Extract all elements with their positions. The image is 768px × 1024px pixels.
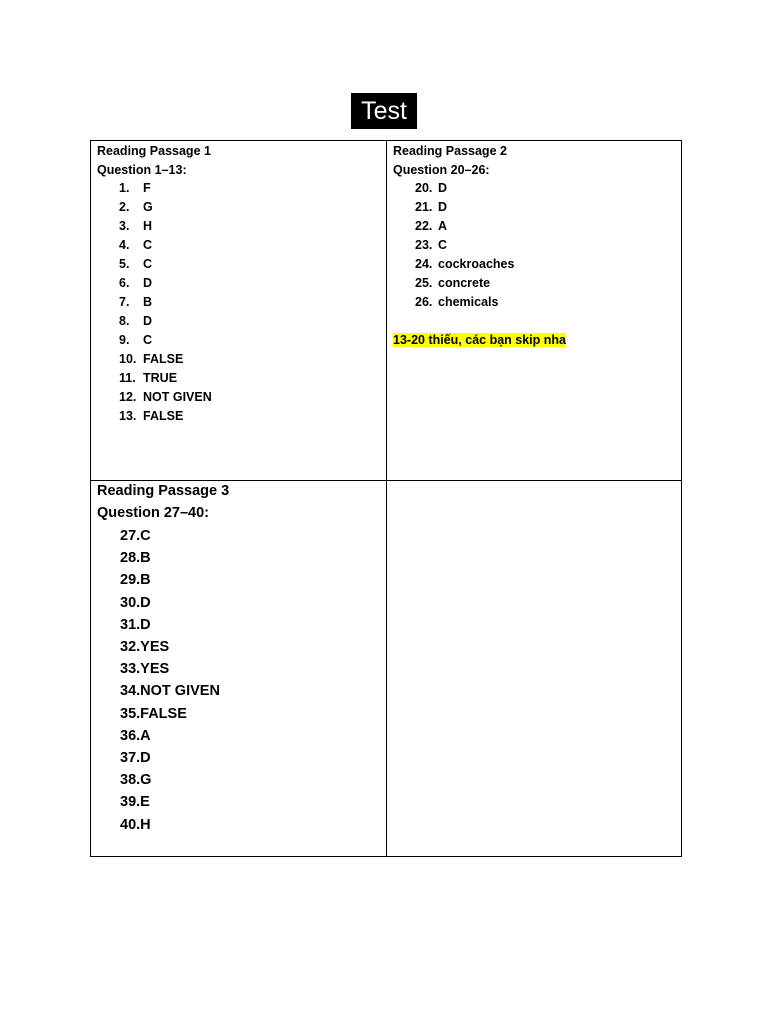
answer-value: TRUE [143, 371, 178, 385]
answer-value: F [143, 181, 151, 195]
passage3-heading: Reading Passage 3 [97, 483, 230, 499]
answer-number: 8. [119, 314, 130, 328]
passage3-question-range: Question 27–40: [97, 505, 210, 521]
answer-item: 37.D [120, 750, 151, 766]
answer-number: 4. [119, 238, 130, 252]
answer-value: G [143, 200, 153, 214]
passage3-cell [90, 480, 387, 857]
answer-number: 25. [415, 276, 433, 290]
answer-number: 7. [119, 295, 130, 309]
answer-value: A [438, 219, 448, 233]
answer-item: 28.B [120, 550, 151, 567]
answer-item: 33.YES [120, 661, 170, 678]
answer-number: 22. [415, 219, 433, 233]
answer-item: 27.C [120, 528, 151, 544]
answer-value: NOT GIVEN [143, 390, 212, 404]
empty-cell [386, 480, 682, 857]
answer-value: concrete [438, 276, 491, 290]
answer-value: D [143, 314, 153, 328]
answer-item: 36.A [120, 727, 151, 744]
answer-item: 34.NOT GIVEN [120, 683, 220, 700]
answer-number: 20. [415, 181, 433, 195]
answer-value: B [143, 295, 153, 309]
answer-value: H [143, 219, 153, 233]
answer-value: chemicals [438, 295, 499, 309]
answer-value: C [143, 333, 153, 347]
answer-item: 31.D [120, 616, 151, 633]
answer-item: 39.E [120, 794, 150, 811]
answer-item: 35.FALSE [120, 705, 187, 722]
passage2-cell [386, 140, 682, 481]
answer-item: 38.G [120, 772, 152, 789]
answer-number: 6. [119, 276, 130, 290]
answer-value: C [143, 257, 153, 271]
answer-item: 32.YES [120, 639, 170, 655]
passage1-question-range: Question 1–13: [97, 163, 187, 177]
passage1-heading: Reading Passage 1 [97, 144, 211, 158]
answer-value: C [438, 238, 448, 252]
answer-item: 40.H [120, 816, 151, 833]
answer-number: 26. [415, 295, 433, 309]
passage2-question-range: Question 20–26: [393, 163, 490, 177]
answer-number: 21. [415, 200, 433, 214]
answer-value: D [438, 200, 448, 214]
answer-number: 2. [119, 200, 130, 214]
answer-value: FALSE [143, 352, 184, 366]
answer-item: 29.B [120, 572, 151, 589]
answer-item: 30.D [120, 594, 151, 611]
answer-number: 10. [119, 352, 137, 366]
answer-table [90, 140, 682, 857]
answer-number: 3. [119, 219, 130, 233]
answer-value: C [143, 238, 153, 252]
answer-number: 11. [119, 371, 136, 385]
answer-number: 13. [119, 409, 137, 423]
answer-number: 1. [119, 181, 130, 195]
answer-number: 9. [119, 333, 130, 347]
answer-value: cockroaches [438, 257, 515, 271]
passage2-heading: Reading Passage 2 [393, 144, 507, 158]
answer-number: 12. [119, 390, 137, 404]
skip-note: 13-20 thiếu, các bạn skip nha [393, 333, 566, 347]
answer-number: 23. [415, 238, 433, 252]
answer-value: D [438, 181, 448, 195]
answer-number: 5. [119, 257, 130, 271]
answer-value: D [143, 276, 153, 290]
answer-value: FALSE [143, 409, 184, 423]
page-title: Test 1 [351, 93, 417, 129]
passage1-cell [90, 140, 387, 481]
answer-number: 24. [415, 257, 433, 271]
